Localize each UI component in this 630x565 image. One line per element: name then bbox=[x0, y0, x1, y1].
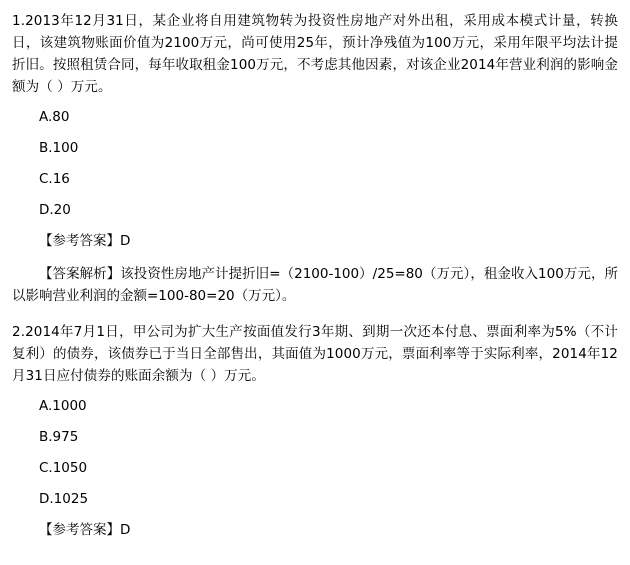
question-1-option-c: C.16 bbox=[39, 171, 70, 187]
question-2-option-a: A.1000 bbox=[39, 398, 87, 414]
question-2-option-c: C.1050 bbox=[39, 460, 88, 476]
question-1-option-d: D.20 bbox=[39, 202, 71, 218]
question-1-option-b: B.100 bbox=[39, 140, 79, 156]
question-1-stem: 1.2013年12月31日，某企业将自用建筑物转为投资性房地产对外出租，采用成本模式计量，转换日，该建筑物账面价值为2100万元，尚可使用25年，预计净残值为100万元，采用年限平均法计提折旧。按照租赁合同，每年收取租金100万元，不考虑其他因素，对该企业2014年营业利润的影响金额为（ ）万元。 bbox=[12, 13, 618, 95]
question-2-stem: 2.2014年7月1日，甲公司为扩大生产按面值发行3年期、到期一次还本付息、票面利率为5%（不计复利）的债券，该债券已于当日全部售出，其面值为1000万元，票面利率等于实际利率，2014年12月31日应付债券的账面余额为（ ）万元。 bbox=[12, 324, 618, 384]
question-1-option-a: A.80 bbox=[39, 109, 70, 125]
question-1-answer: 【参考答案】D bbox=[39, 233, 131, 249]
question-2-option-d: D.1025 bbox=[39, 491, 89, 507]
question-1-analysis: 【答案解析】该投资性房地产计提折旧=（2100-100）/25=80（万元），租金收入100万元，所以影响营业利润的金额=100-80=20（万元）。 bbox=[12, 266, 618, 304]
question-2-option-b: B.975 bbox=[39, 429, 79, 445]
question-2-answer: 【参考答案】D bbox=[39, 522, 131, 538]
